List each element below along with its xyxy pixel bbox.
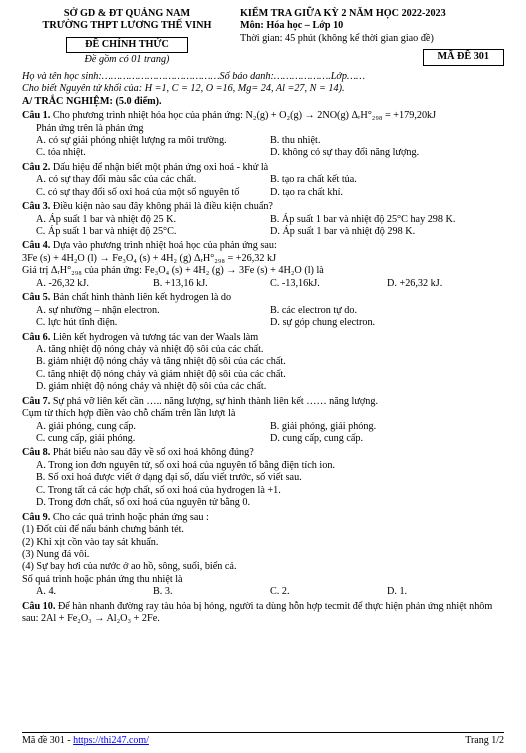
question-2 [22, 162, 504, 199]
option-b: B. giải phóng, giải phóng. [270, 420, 377, 432]
header [22, 8, 504, 67]
list-item: (3) Nung đá vôi. [22, 548, 90, 560]
question-text: Phát biểu nào sau đây về số oxi hoá không đúng? [52, 447, 254, 459]
option-c: C. tăng nhiệt độ nóng chảy và giảm nhiệt độ sôi của các chất. [36, 368, 286, 380]
question-text: Điều kiện nào sau đây không phải là điều kiện chuẩn? [52, 201, 273, 213]
option-b: B. tạo ra chất kết tủa. [270, 174, 357, 186]
exam-time: Thời gian: 45 phút (không kể thời gian giao đề) [240, 32, 434, 44]
question-5 [22, 292, 504, 329]
question-number: Câu 2. [22, 161, 51, 173]
option-b: B. thu nhiệt. [270, 134, 321, 146]
question-number: Câu 6. [22, 331, 51, 343]
option-a: A. 4. [36, 586, 57, 598]
header-right [232, 8, 504, 67]
question-6 [22, 332, 504, 394]
option-a: A. tăng nhiệt độ nóng chảy và nhiệt độ sôi của các chất. [36, 343, 264, 355]
question-text: Cho các quá trình hoặc phản ứng sau : [52, 511, 209, 523]
page-number: Trang 1/2 [465, 735, 504, 746]
question-extra: Giá trị ΔᵣH°₂₉₈ của phản ứng: Fe₃O₄ (s) + 4H₂ (g) → 3Fe (s) + 4H₂O (l) là [22, 265, 324, 277]
footer-link[interactable]: https://thi247.com/ [73, 735, 149, 746]
question-number: Câu 10. [22, 600, 56, 612]
option-c: C. cung cấp, giải phóng. [36, 433, 136, 444]
question-text: Dựa vào phương trình nhiệt hoá học của phản ứng sau: [52, 240, 277, 252]
question-9 [22, 512, 504, 599]
question-1 [22, 110, 504, 160]
question-text: Sự phá vỡ liên kết cần ….. năng lượng, sự hình thành liên kết …… năng lượng. [52, 395, 379, 407]
question-number: Câu 1. [22, 110, 51, 122]
option-d: D. tạo ra chất khí. [270, 186, 343, 198]
question-text: Để hàn nhanh đường ray tàu hỏa bị hỏng, người ta dùng hỗn hợp tecmit để thực hiện phản ứng nhiệt nhôm sau: 2Al + Fe₂O₃ → Al₂O₃ + 2Fe. [22, 600, 493, 625]
option-b: B. các electron tự do. [270, 304, 357, 316]
question-number: Câu 5. [22, 292, 51, 304]
option-a: A. Áp suất 1 bar và nhiệt độ 25 K. [36, 213, 177, 225]
option-a: A. Trong ion đơn nguyên tử, số oxi hoá của nguyên tố bằng điện tích ion. [36, 459, 335, 471]
option-d: D. sự góp chung electron. [270, 317, 376, 329]
list-item: (2) Khi xịt cồn vào tay sát khuẩn. [22, 536, 159, 548]
option-a: A. giải phóng, cung cấp. [36, 420, 136, 432]
option-c: C. Áp suất 1 bar và nhiệt độ 25°C. [36, 226, 177, 237]
option-b: B. Số oxi hoá được viết ở dạng đại số, dấu viết trước, số viết sau. [36, 472, 302, 484]
official-badge: ĐỀ CHÍNH THỨC [66, 37, 188, 53]
header-left [22, 8, 232, 67]
question-number: Câu 3. [22, 201, 51, 213]
equation: 3Fe (s) + 4H₂O (l) → Fe₃O₄ (s) + 4H₂ (g) ΔᵣH°₂₉₈ = +26,32 kJ [22, 252, 277, 264]
question-8 [22, 447, 504, 509]
section-a-title: A/ TRẮC NGHIỆM: (5.0 điểm). [22, 95, 162, 107]
option-c: C. lực hút tĩnh điện. [36, 317, 118, 329]
option-b: B. giảm nhiệt độ nóng chảy và tăng nhiệt độ sôi của các chất. [36, 356, 286, 368]
option-d: D. Áp suất 1 bar và nhiệt độ 298 K. [270, 226, 416, 237]
list-item: (1) Đốt cùi để nấu bánh chưng bánh tét. [22, 524, 184, 536]
option-c: C. Trong tất cả các hợp chất, số oxi hoá của hydrogen là +1. [36, 484, 281, 496]
question-number: Câu 7. [22, 395, 51, 407]
question-7 [22, 396, 504, 446]
option-a: A. có sự giải phóng nhiệt lượng ra môi trường. [36, 134, 227, 146]
option-d: D. +26,32 kJ. [387, 277, 443, 289]
question-3 [22, 201, 504, 238]
page-count: Đề gồm có 01 trang) [84, 54, 170, 66]
option-d: D. Trong đơn chất, số oxi hoá của nguyên tử bằng 0. [36, 497, 251, 509]
exam-title: KIỂM TRA GIỮA KỲ 2 NĂM HỌC 2022-2023 [240, 8, 446, 19]
question-4 [22, 240, 504, 290]
question-extra: Số quá trình hoặc phản ứng thu nhiệt là [22, 573, 183, 585]
question-extra: Cụm từ thích hợp điền vào chỗ chấm trên lần lượt là [22, 408, 236, 420]
option-b: B. +13,16 kJ. [153, 277, 208, 289]
question-10 [22, 601, 504, 626]
subject: Môn: Hóa học – Lớp 10 [240, 20, 344, 32]
footer-code: Mã đề 301 - [22, 735, 74, 746]
question-text: Dấu hiệu để nhận biết một phản ứng oxi hoá - khử là [52, 161, 269, 173]
option-d: D. không có sự thay đổi năng lượng. [270, 147, 420, 159]
question-extra: Phản ứng trên là phản ứng [36, 122, 144, 134]
question-number: Câu 4. [22, 240, 51, 252]
option-a: A. -26,32 kJ. [36, 277, 89, 289]
question-text: Liên kết hydrogen và tương tác van der Waals làm [52, 331, 259, 343]
option-b: B. 3. [153, 586, 173, 598]
department: SỞ GD & ĐT QUẢNG NAM [63, 8, 191, 19]
student-info-line: Họ và tên học sinh:…………………………………Số báo danh:……………….Lớp…… [22, 70, 366, 82]
exam-code: MÃ ĐỀ 301 [423, 49, 505, 65]
option-d: D. cung cấp, cung cấp. [270, 433, 364, 444]
option-d: D. 1. [387, 586, 408, 598]
list-item: (4) Sự bay hơi của nước ở ao hồ, sông, suối, biển cả. [22, 561, 237, 573]
option-c: C. tỏa nhiệt. [36, 147, 86, 159]
option-c: C. có sự thay đổi số oxi hoá của một số nguyên tố [36, 186, 240, 198]
question-text: Cho phương trình nhiệt hóa học của phản ứng: N₂(g) + O₂(g) → 2NO(g) ΔᵣH°₂₉₈ = +179,20kJ [52, 110, 437, 122]
school-name: TRƯỜNG THPT LƯƠNG THẾ VINH [42, 20, 212, 32]
option-b: B. Áp suất 1 bar và nhiệt độ 25°C hay 298 K. [270, 213, 456, 225]
question-number: Câu 8. [22, 447, 51, 459]
option-c: C. -13,16kJ. [270, 277, 320, 289]
option-a: A. có sự thay đổi màu sắc của các chất. [36, 174, 197, 186]
option-a: A. sự nhường – nhận electron. [36, 304, 160, 316]
option-d: D. giảm nhiệt độ nóng chảy và nhiệt độ sôi của các chất. [36, 381, 267, 393]
page-footer [22, 732, 504, 747]
question-text: Bản chất hình thành liên kết hydrogen là do [52, 292, 232, 304]
option-c: C. 2. [270, 586, 290, 598]
question-number: Câu 9. [22, 511, 51, 523]
atomic-masses: Cho biết Nguyên tử khối của: H =1, C = 12, O =16, Mg= 24, Al =27, N = 14). [22, 83, 345, 95]
